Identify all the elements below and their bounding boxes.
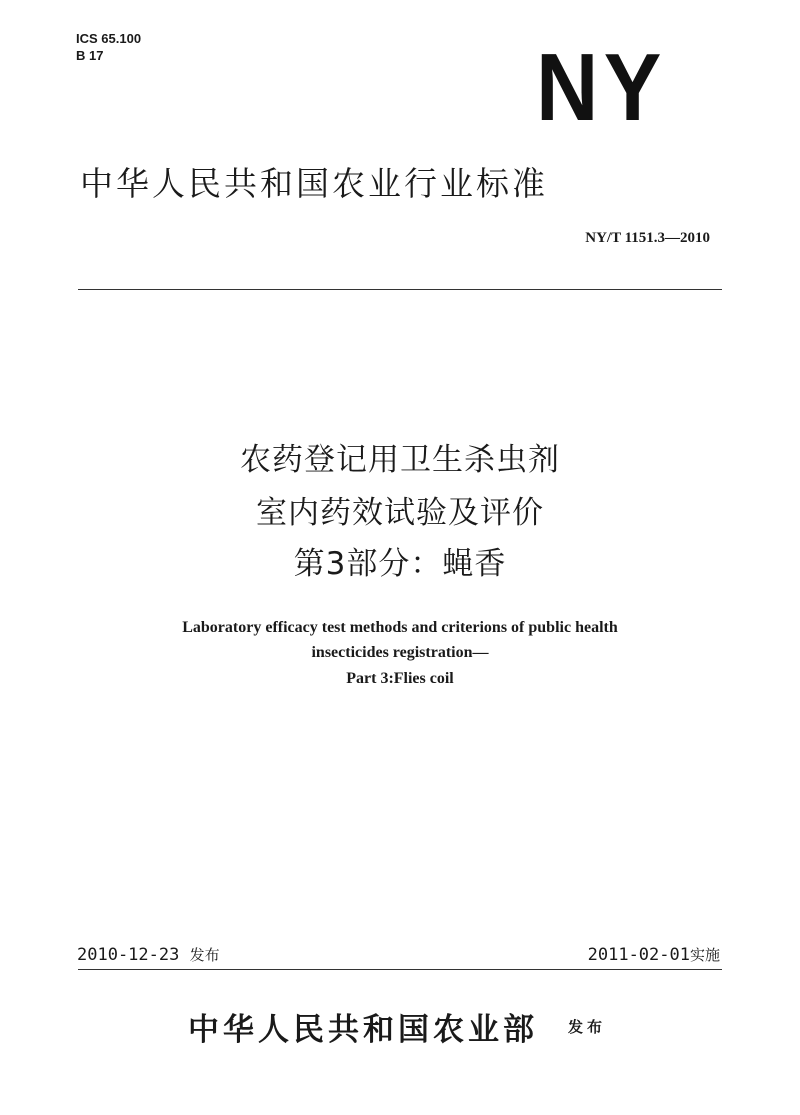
issue-label: 发布 — [189, 946, 220, 964]
title-en-line-2: insecticides registration— — [311, 644, 489, 661]
title-cn-line-2: 室内药效试验及评价 — [256, 495, 544, 531]
bottom-divider — [78, 969, 722, 970]
classification-code: B 17 — [76, 48, 104, 63]
title-cn-line-3: 第3部分：蝇香 — [293, 546, 507, 582]
title-cn-line-1: 农药登记用卫生杀虫剂 — [240, 442, 560, 478]
publisher-name: 中华人民共和国农业部 — [188, 1012, 538, 1048]
publisher-suffix: 发布 — [568, 1018, 607, 1036]
effective-label: 实施 — [689, 946, 720, 964]
standard-number: NY/T 1151.3—2010 — [585, 230, 710, 246]
issue-date-block — [77, 944, 220, 965]
title-en-line-3: Part 3:Flies coil — [346, 670, 454, 687]
title-en-line-1: Laboratory efficacy test methods and criterions of public health — [182, 619, 618, 636]
effective-date-block — [588, 944, 720, 965]
ny-logo: NY — [536, 34, 667, 141]
top-divider — [78, 289, 722, 290]
issue-date: 2010-12-23 — [77, 945, 180, 965]
effective-date: 2011-02-01 — [587, 945, 690, 965]
ics-code: ICS 65.100 — [76, 31, 142, 46]
ics-code-block — [76, 30, 141, 64]
standard-category-title: 中华人民共和国农业行业标准 — [80, 164, 548, 203]
